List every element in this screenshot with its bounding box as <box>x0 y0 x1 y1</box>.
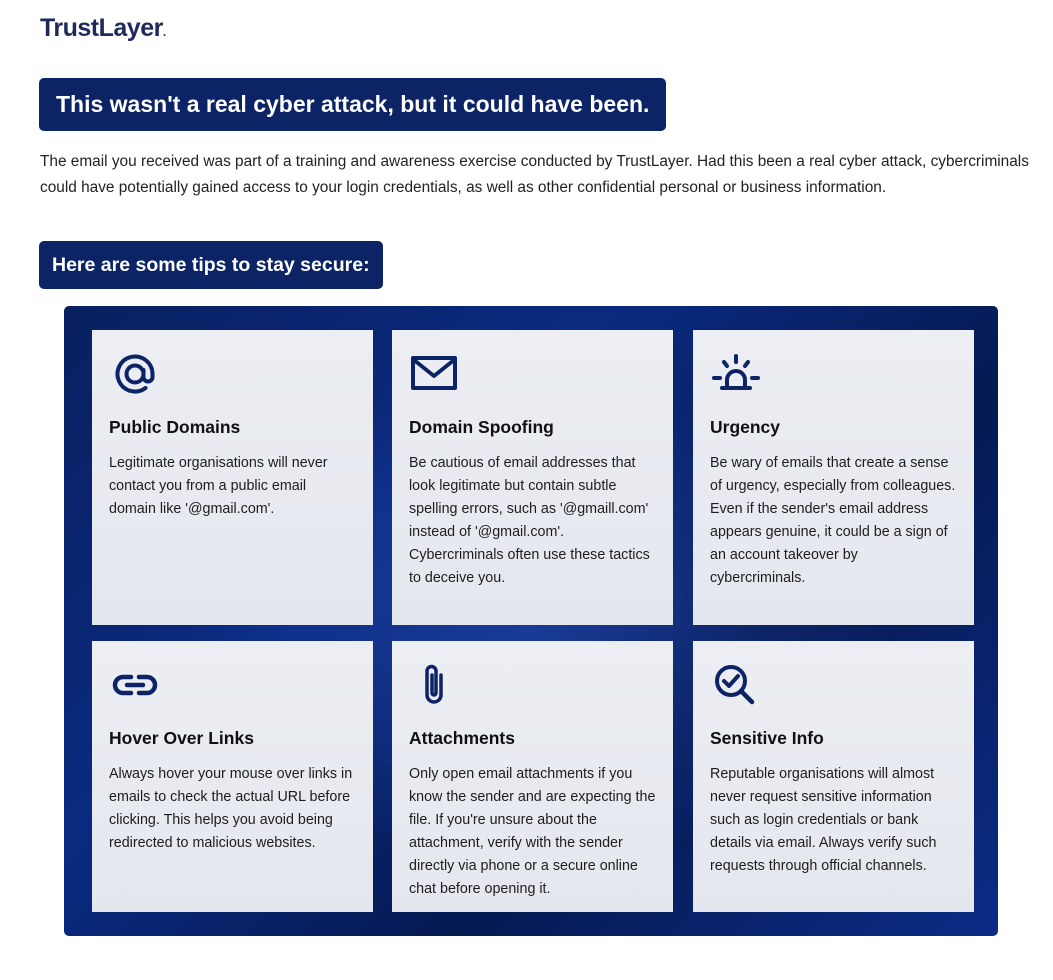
tip-body: Be cautious of email addresses that look legitimate but contain subtle spelling errors, such as '@gmaill.com' instead of '@gmail.com'. Cybercriminals often use these tactics to deceive you. <box>409 455 650 586</box>
tip-card-hover-over-links <box>92 641 373 912</box>
tip-title: Hover Over Links <box>109 728 254 748</box>
tip-title: Domain Spoofing <box>409 417 554 437</box>
paperclip-icon <box>409 661 461 709</box>
at-sign-icon <box>109 350 161 398</box>
tip-body: Always hover your mouse over links in emails to check the actual URL before clicking. This helps you avoid being redirected to malicious websites. <box>109 766 353 851</box>
intro-paragraph: The email you received was part of a training and awareness exercise conducted by TrustLayer. Had this been a real cyber attack, cybercriminals could have potentially gained access to your login credentials, as well as other confidential personal or business information. <box>40 153 1029 196</box>
link-icon <box>109 661 161 709</box>
tip-title: Sensitive Info <box>710 728 824 748</box>
magnifier-check-icon <box>710 661 762 709</box>
tip-card-attachments <box>392 641 673 912</box>
tip-title: Attachments <box>409 728 515 748</box>
alarm-icon <box>710 350 762 398</box>
headline-banner <box>39 78 666 131</box>
brand-name: TrustLayer <box>40 14 163 42</box>
headline-text: This wasn't a real cyber attack, but it could have been. <box>56 91 650 117</box>
tips-heading-text: Here are some tips to stay secure: <box>52 253 370 276</box>
brand-logo: TrustLayer. <box>40 14 166 42</box>
tip-body: Only open email attachments if you know the sender and are expecting the file. If you're unsure about the attachment, verify with the sender directly via phone or a secure online chat before opening it. <box>409 766 656 897</box>
tip-title: Public Domains <box>109 417 241 437</box>
tips-panel <box>64 306 998 936</box>
envelope-icon <box>409 350 461 398</box>
tip-card-sensitive-info <box>693 641 974 912</box>
tip-card-urgency <box>693 330 974 625</box>
tip-card-domain-spoofing <box>392 330 673 625</box>
tips-heading <box>39 241 383 289</box>
tip-body: Reputable organisations will almost never request sensitive information such as login credentials or bank details via email. Always verify such requests through official channels. <box>710 766 937 874</box>
tip-body: Be wary of emails that create a sense of urgency, especially from colleagues. Even if the sender's email address appears genuine, it could be a sign of an account takeover by cybercriminals. <box>710 455 956 586</box>
tip-title: Urgency <box>710 417 781 437</box>
tip-body: Legitimate organisations will never contact you from a public email domain like '@gmail.com'. <box>109 455 328 517</box>
tip-card-public-domains <box>92 330 373 625</box>
